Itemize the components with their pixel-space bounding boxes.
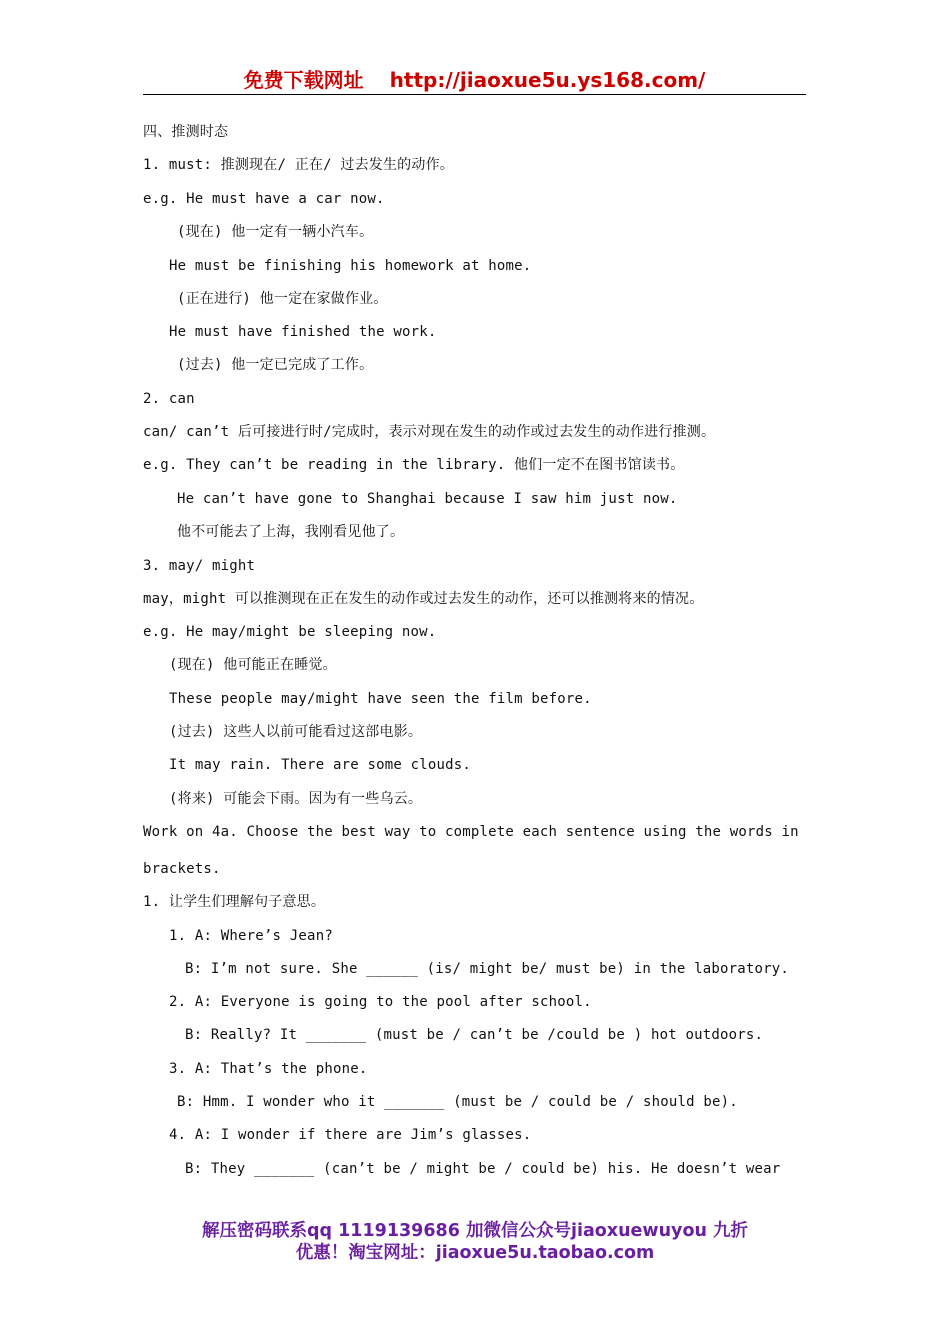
text-line: (现在) 他一定有一辆小汽车。 bbox=[177, 224, 374, 240]
text-line: 2. can bbox=[143, 391, 195, 407]
header-download-label: 免费下载网址 bbox=[243, 68, 364, 92]
text-line: 3. may/ might bbox=[143, 558, 256, 574]
text-line: He must be finishing his homework at home. bbox=[169, 258, 532, 274]
text-line: (正在进行) 他一定在家做作业。 bbox=[177, 291, 388, 307]
text-line: 四、推测时态 bbox=[143, 124, 229, 140]
text-line: 4. A: I wonder if there are Jim’s glasses. bbox=[169, 1127, 532, 1143]
text-line: B: They _______ (can’t be / might be / could be) his. He doesn’t wear bbox=[185, 1161, 781, 1177]
text-line: He can’t have gone to Shanghai because I saw him just now. bbox=[177, 491, 678, 507]
text-line: e.g. He must have a car now. bbox=[143, 191, 385, 207]
text-line: e.g. He may/might be sleeping now. bbox=[143, 624, 437, 640]
text-line: These people may/might have seen the film before. bbox=[169, 691, 592, 707]
header-url-link[interactable]: http://jiaoxue5u.ys168.com/ bbox=[389, 68, 706, 92]
text-line: can/ can’t 后可接进行时/完成时，表示对现在发生的动作或过去发生的动作进行推测。 bbox=[143, 424, 716, 440]
text-line: brackets. bbox=[143, 861, 221, 877]
text-line: (现在) 他可能正在睡觉。 bbox=[169, 657, 337, 673]
text-line: may，might 可以推测现在正在发生的动作或过去发生的动作，还可以推测将来的情况。 bbox=[143, 591, 704, 607]
text-line: Work on 4a. Choose the best way to complete each sentence using the words in bbox=[143, 824, 799, 840]
text-line: 1. 让学生们理解句子意思。 bbox=[143, 894, 326, 910]
footer-contact-line: 解压密码联系qq 1119139686 加微信公众号jiaoxuewuyou 九折 bbox=[201, 1221, 749, 1241]
text-line: (过去) 这些人以前可能看过这部电影。 bbox=[169, 724, 423, 740]
footer-taobao-line: 优惠！淘宝网址：jiaoxue5u.taobao.com bbox=[295, 1243, 655, 1263]
text-line: 1. A: Where’s Jean? bbox=[169, 928, 333, 944]
text-line: 2. A: Everyone is going to the pool after school. bbox=[169, 994, 592, 1010]
text-line: B: Really? It _______ (must be / can’t be /could be ) hot outdoors. bbox=[185, 1027, 764, 1043]
text-line: B: Hmm. I wonder who it _______ (must be / could be / should be). bbox=[177, 1094, 738, 1110]
text-line: 3. A: That’s the phone. bbox=[169, 1061, 368, 1077]
page-header bbox=[143, 66, 806, 95]
text-line: B: I’m not sure. She ______ (is/ might be/ must be) in the laboratory. bbox=[185, 961, 790, 977]
text-line: It may rain. There are some clouds. bbox=[169, 757, 472, 773]
text-line: 1. must: 推测现在/ 正在/ 过去发生的动作。 bbox=[143, 157, 454, 173]
text-line: (将来) 可能会下雨。因为有一些乌云。 bbox=[169, 791, 423, 807]
text-line: e.g. They can’t be reading in the library. 他们一定不在图书馆读书。 bbox=[143, 457, 685, 473]
text-line: (过去) 他一定已完成了工作。 bbox=[177, 357, 374, 373]
text-line: He must have finished the work. bbox=[169, 324, 437, 340]
text-line: 他不可能去了上海，我刚看见他了。 bbox=[177, 524, 405, 540]
